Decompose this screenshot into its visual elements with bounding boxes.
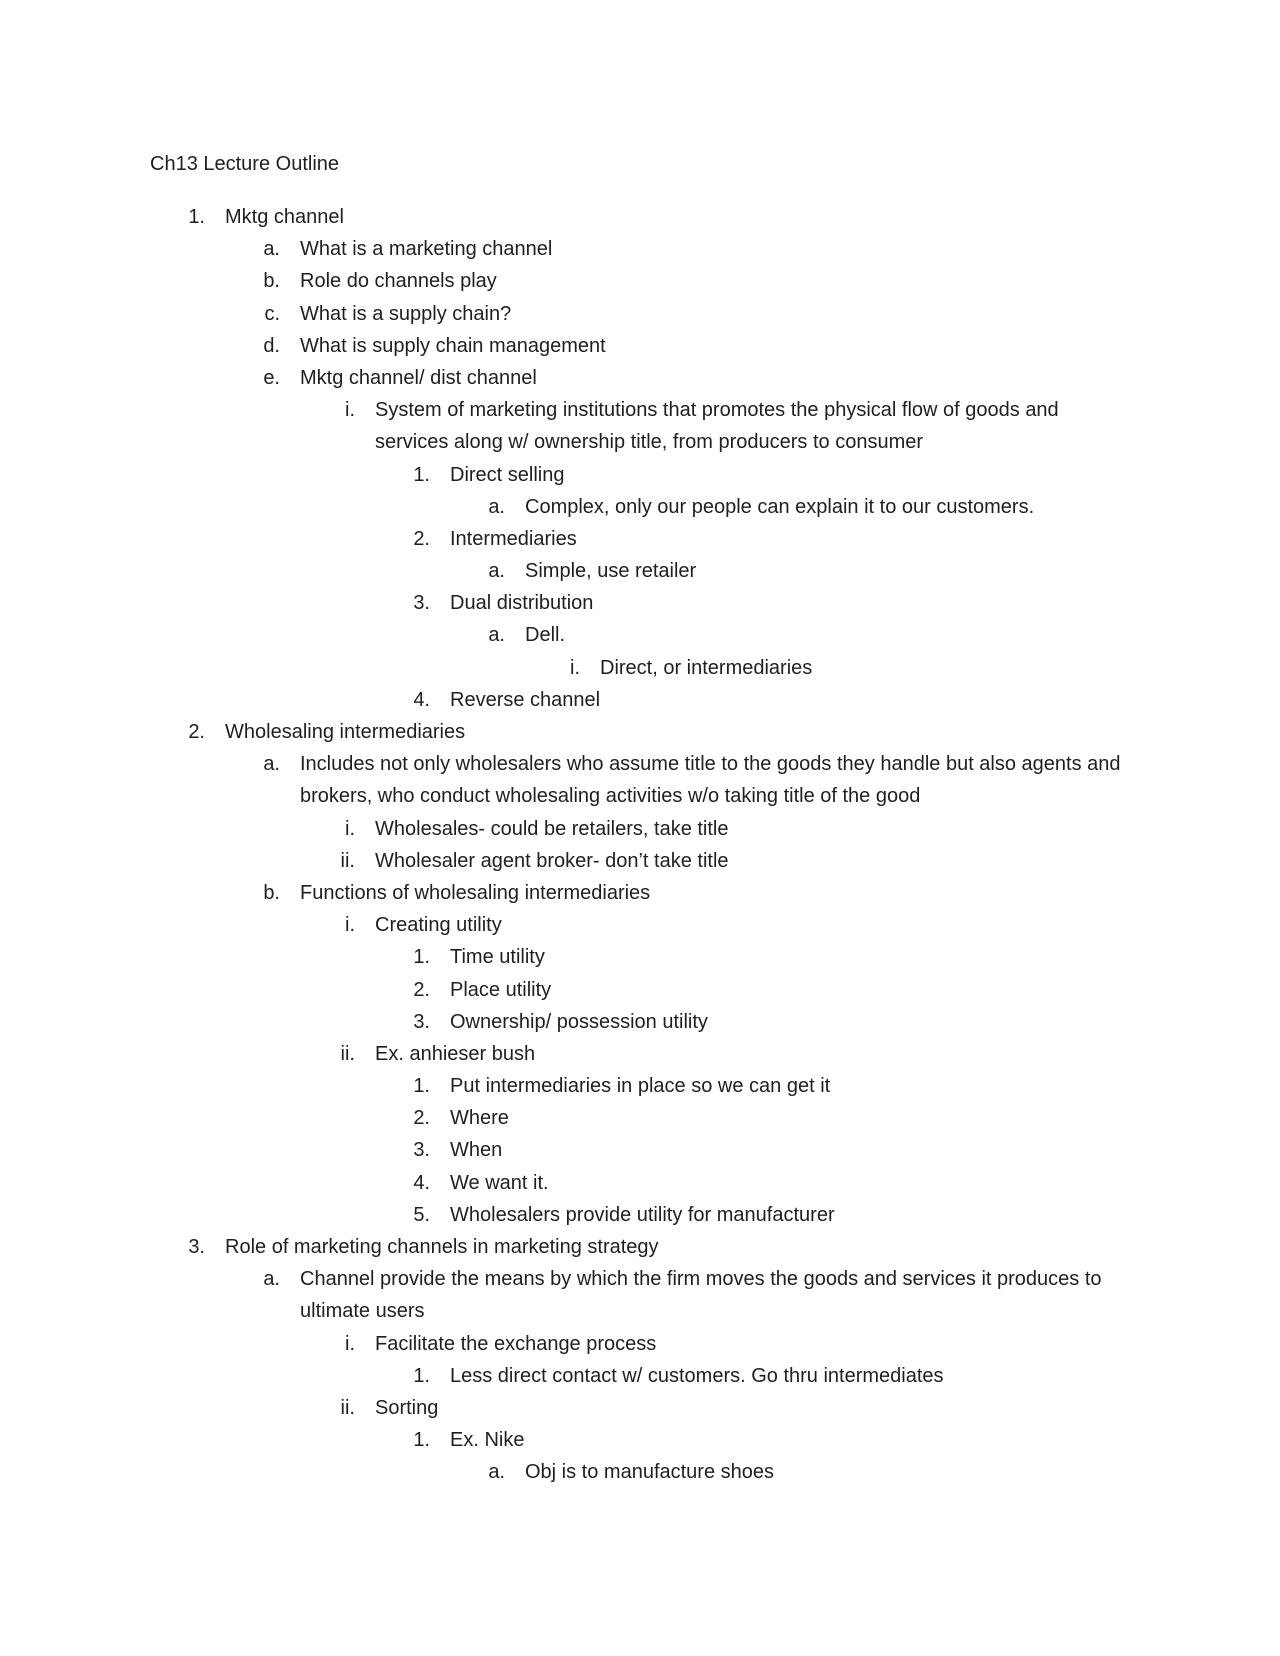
outline-item-marker: a. <box>488 1461 505 1484</box>
outline-item <box>0 394 1280 458</box>
outline-item-text: Role do channels play <box>300 270 497 293</box>
outline-item-marker: 2. <box>413 978 430 1001</box>
outline-item <box>0 1360 1280 1392</box>
outline-item-text: Mktg channel/ dist channel <box>300 366 537 389</box>
outline-item-marker: 1. <box>413 1429 430 1452</box>
outline-item-text: Ownership/ possession utility <box>450 1010 708 1033</box>
outline-item <box>0 1199 1280 1231</box>
outline-item <box>0 1038 1280 1070</box>
outline-item-text: What is a marketing channel <box>300 238 553 261</box>
outline-item <box>0 813 1280 845</box>
outline-item-text: Sorting <box>375 1396 439 1419</box>
outline-item-marker: c. <box>264 302 280 325</box>
outline-item-text: Complex, only our people can explain it to our customers. <box>525 495 1035 518</box>
outline-item-text: Wholesales- could be retailers, take title <box>375 817 729 840</box>
outline-item-marker: 1. <box>413 1075 430 1098</box>
outline-item-marker: ii. <box>340 849 355 872</box>
outline-item-text: Place utility <box>450 978 552 1001</box>
outline-item-marker: i. <box>345 817 355 840</box>
outline-item-text: System of marketing institutions that promotes the physical flow of goods and services along w/ ownership title, from producers to consumer <box>375 399 1065 454</box>
outline-item-text: Intermediaries <box>450 527 577 550</box>
outline-item <box>0 1424 1280 1456</box>
outline-item <box>0 974 1280 1006</box>
outline-item-marker: i. <box>345 914 355 937</box>
outline-item-marker: i. <box>345 399 355 422</box>
outline-item-marker: 3. <box>413 1010 430 1033</box>
outline-item <box>0 555 1280 587</box>
outline-item <box>0 748 1280 812</box>
outline-item-text: Less direct contact w/ customers. Go thru intermediates <box>450 1364 944 1387</box>
outline-item-marker: 4. <box>413 1171 430 1194</box>
outline-item-marker: 1. <box>188 206 205 228</box>
outline-item-marker: b. <box>263 881 280 904</box>
outline-item <box>0 716 1280 748</box>
outline-item-marker: e. <box>263 366 280 389</box>
outline-item <box>0 201 1280 233</box>
outline-item <box>0 1328 1280 1360</box>
outline-item-text: Reverse channel <box>450 688 601 711</box>
outline-item-marker: 4. <box>413 688 430 711</box>
outline-item-marker: a. <box>488 624 505 647</box>
outline-item-text: Dual distribution <box>450 592 594 615</box>
outline-item-marker: a. <box>488 495 505 518</box>
outline-item-text: Channel provide the means by which the firm moves the goods and services it produces to ultimate users <box>300 1268 1108 1323</box>
outline-item <box>0 459 1280 491</box>
outline-item <box>0 1456 1280 1488</box>
outline-item-text: Simple, use retailer <box>525 560 697 583</box>
outline-item-marker: a. <box>488 560 505 583</box>
outline-item-marker: 1. <box>413 1364 430 1387</box>
outline-item-marker: 1. <box>413 946 430 969</box>
outline-item-marker: b. <box>263 270 280 293</box>
outline-item-text: What is supply chain management <box>300 334 606 357</box>
outline-item-text: Ex. Nike <box>450 1429 525 1452</box>
outline-item-marker: ii. <box>340 1042 355 1065</box>
outline-item <box>0 877 1280 909</box>
outline-item-marker: 2. <box>188 721 205 744</box>
outline-item <box>0 233 1280 265</box>
outline-item <box>0 941 1280 973</box>
outline-item <box>0 845 1280 877</box>
outline-item <box>0 362 1280 394</box>
outline-item-text: Direct selling <box>450 463 565 486</box>
outline-item <box>0 1006 1280 1038</box>
outline-item-text: What is a supply chain? <box>300 302 512 325</box>
outline-item-text: Creating utility <box>375 914 502 937</box>
outline-item <box>0 265 1280 297</box>
outline-item-marker: a. <box>263 753 280 776</box>
outline-item-marker: 3. <box>188 1236 205 1259</box>
outline-list <box>0 201 1280 1489</box>
outline-item <box>0 619 1280 651</box>
outline-item-marker: i. <box>345 1332 355 1355</box>
outline-item-text: When <box>450 1139 503 1162</box>
outline-item-text: We want it. <box>450 1171 549 1194</box>
outline-item-text: Wholesaling intermediaries <box>225 721 466 744</box>
outline-item-text: Where <box>450 1107 509 1130</box>
outline-item-text: Time utility <box>450 946 545 969</box>
outline-item-marker: 2. <box>413 527 430 550</box>
outline-item <box>0 523 1280 555</box>
outline-item <box>0 1392 1280 1424</box>
outline-item-marker: 2. <box>413 1107 430 1130</box>
outline-item-text: Ex. anhieser bush <box>375 1042 536 1065</box>
outline-item-marker: a. <box>263 1268 280 1291</box>
outline-item-text: Functions of wholesaling intermediaries <box>300 881 651 904</box>
outline-item-text: Includes not only wholesalers who assume title to the goods they handle but also agents and brokers, who conduct wholesaling activities w/o taking title of the good <box>300 753 1127 808</box>
outline-item-text: Facilitate the exchange process <box>375 1332 657 1355</box>
outline-item-text: Wholesalers provide utility for manufacturer <box>450 1203 835 1226</box>
outline-item-text: Put intermediaries in place so we can get it <box>450 1075 831 1098</box>
outline-item <box>0 1134 1280 1166</box>
outline-item <box>0 1231 1280 1263</box>
outline-item <box>0 491 1280 523</box>
outline-item <box>0 684 1280 716</box>
outline-item <box>0 1070 1280 1102</box>
outline-item-marker: 5. <box>413 1203 430 1226</box>
outline-item-marker: i. <box>570 656 580 679</box>
outline-item <box>0 652 1280 684</box>
outline-item <box>0 909 1280 941</box>
outline-item <box>0 330 1280 362</box>
outline-item-marker: ii. <box>340 1396 355 1419</box>
outline-item-text: Obj is to manufacture shoes <box>525 1461 775 1484</box>
outline-item-text: Wholesaler agent broker- don’t take title <box>375 849 729 872</box>
outline-item-text: Dell. <box>525 624 566 647</box>
outline-item-text: Direct, or intermediaries <box>600 656 813 679</box>
outline-item <box>0 1167 1280 1199</box>
outline-item-marker: 3. <box>413 592 430 615</box>
outline-item <box>0 298 1280 330</box>
outline-item-marker: 3. <box>413 1139 430 1162</box>
outline-item-marker: d. <box>263 334 280 357</box>
outline-item <box>0 1102 1280 1134</box>
document-title: Ch13 Lecture Outline <box>150 153 340 175</box>
outline-item-marker: a. <box>263 238 280 261</box>
outline-item-text: Role of marketing channels in marketing strategy <box>225 1236 659 1259</box>
outline-item-text: Mktg channel <box>225 206 344 228</box>
outline-item-marker: 1. <box>413 463 430 486</box>
outline-item <box>0 1263 1280 1327</box>
outline-item <box>0 587 1280 619</box>
